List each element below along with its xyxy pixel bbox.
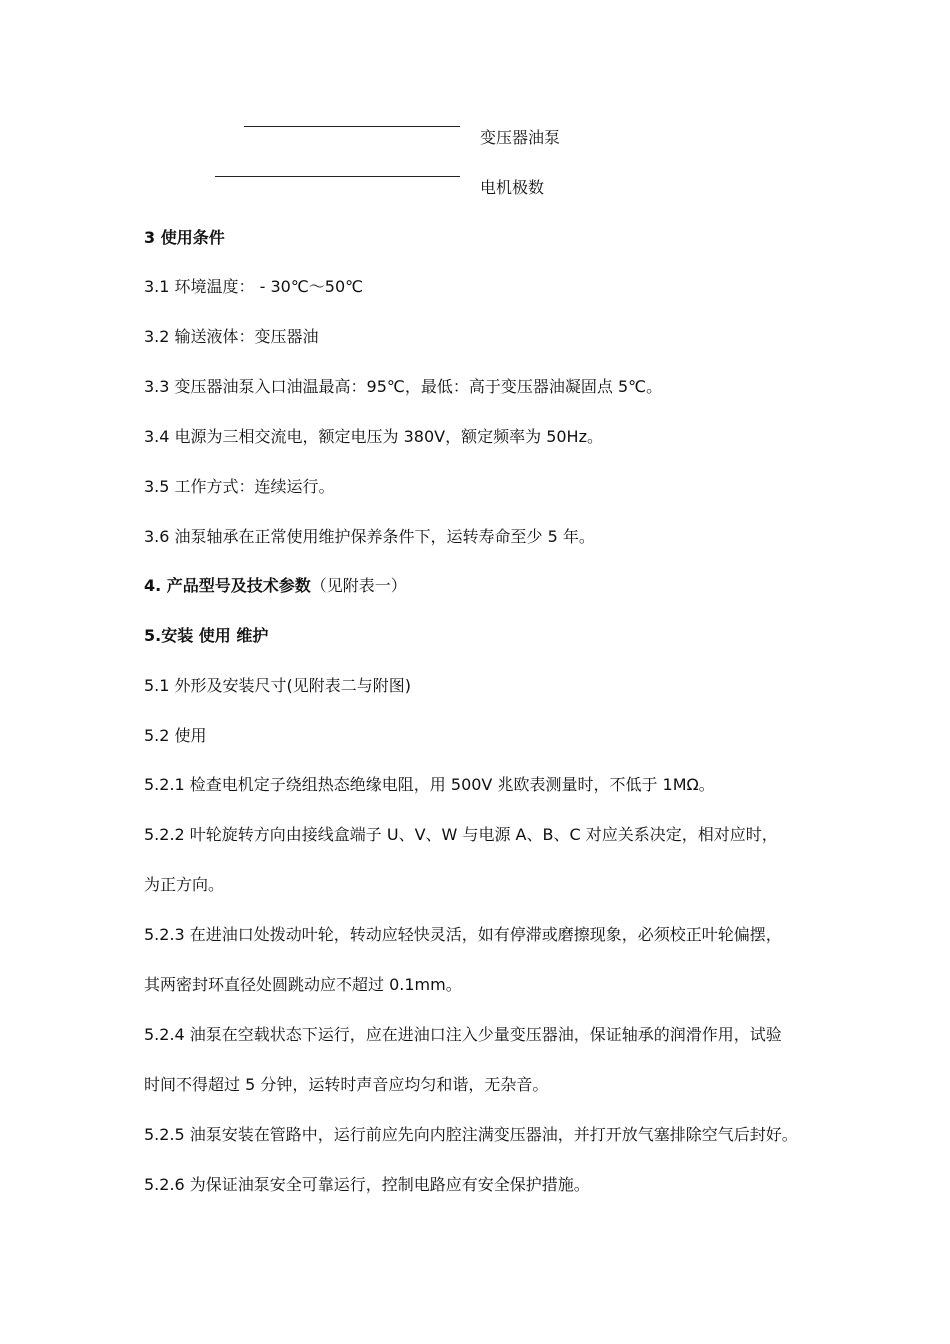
item-3-3: 3.3 变压器油泵入口油温最高：95℃，最低：高于变压器油凝固点 5℃。 [144, 377, 663, 396]
item-3-2: 3.2 输送液体：变压器油 [144, 327, 319, 346]
item-5-2-2-line-2: 为正方向。 [144, 875, 225, 894]
item-5-2-5: 5.2.5 油泵安装在管路中，运行前应先向内腔注满变压器油，并打开放气塞排除空气后封好。 [144, 1125, 798, 1144]
item-5-1: 5.1 外形及安装尺寸(见附表二与附图) [144, 676, 412, 695]
item-3-4: 3.4 电源为三相交流电，额定电压为 380V，额定频率为 50Hz。 [144, 427, 603, 446]
item-5-2-1: 5.2.1 检查电机定子绕组热态绝缘电阻，用 500V 兆欧表测量时，不低于 1MΩ。 [144, 775, 715, 794]
section-4-reference: （见附表一） [310, 576, 407, 595]
item-5-2: 5.2 使用 [144, 726, 207, 745]
diagram-label-poles: 电机极数 [480, 178, 545, 197]
item-5-2-3-line-1: 5.2.3 在进油口处拨动叶轮，转动应轻快灵活，如有停滞或磨擦现象，必须校正叶轮偏摆， [144, 925, 782, 944]
diagram-leader-line-poles [215, 176, 460, 177]
diagram-label-pump: 变压器油泵 [480, 128, 561, 147]
item-3-5: 3.5 工作方式：连续运行。 [144, 477, 335, 496]
item-5-2-6: 5.2.6 为保证油泵安全可靠运行，控制电路应有安全保护措施。 [144, 1175, 590, 1194]
item-5-2-4-line-2: 时间不得超过 5 分钟，运转时声音应均匀和谐，无杂音。 [144, 1075, 549, 1094]
section-5-heading: 5.安装 使用 维护 [144, 626, 269, 645]
section-4-title: 4. 产品型号及技术参数 [144, 576, 311, 595]
section-4-heading [144, 576, 407, 596]
item-3-6: 3.6 油泵轴承在正常使用维护保养条件下，运转寿命至少 5 年。 [144, 527, 595, 546]
section-3-heading: 3 使用条件 [144, 228, 225, 247]
item-5-2-4-line-1: 5.2.4 油泵在空载状态下运行，应在进油口注入少量变压器油，保证轴承的润滑作用，试验 [144, 1025, 782, 1044]
item-5-2-3-line-2: 其两密封环直径处圆跳动应不超过 0.1mm。 [144, 975, 462, 994]
diagram-leader-line-pump [244, 126, 460, 127]
item-5-2-2-line-1: 5.2.2 叶轮旋转方向由接线盒端子 U、V、W 与电源 A、B、C 对应关系决定，相对应时， [144, 825, 778, 844]
item-3-1: 3.1 环境温度： - 30℃～50℃ [144, 277, 364, 296]
